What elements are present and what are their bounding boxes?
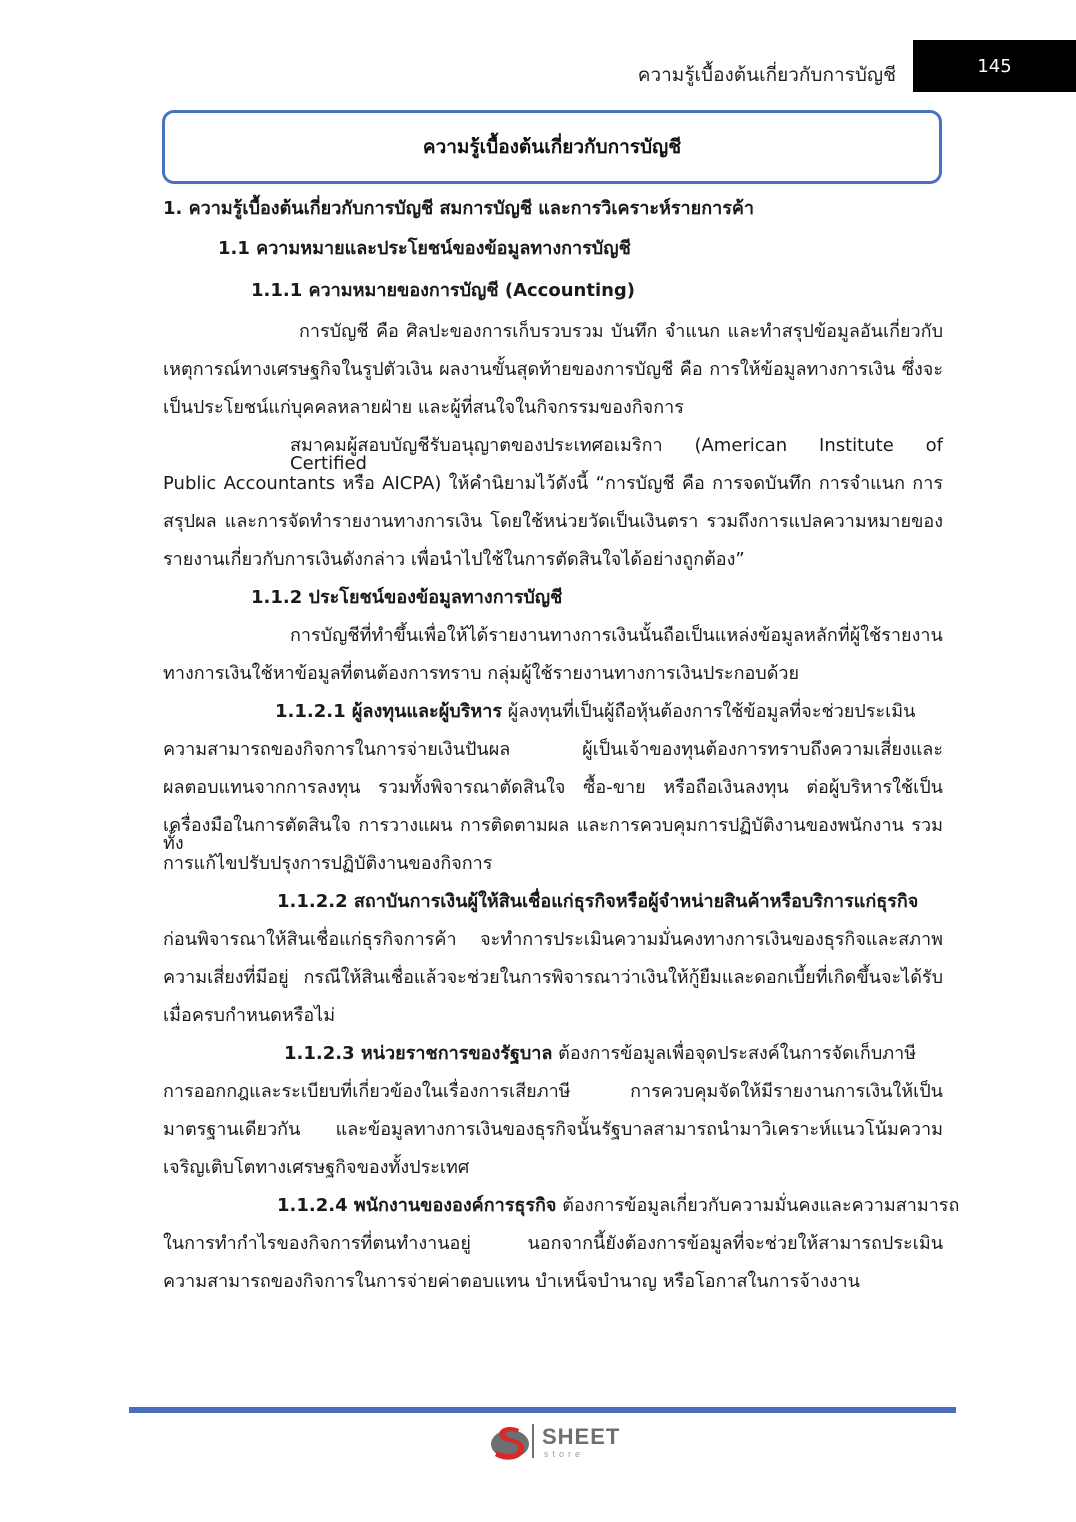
list-item-label: 1.1.2.1 ผู้ลงทุนและผู้บริหาร xyxy=(275,701,502,722)
paragraph-line: การแก้ไขปรับปรุงการปฏิบัติงานของกิจการ xyxy=(163,853,493,874)
heading-section-1: 1. ความรู้เบื้องต้นเกี่ยวกับการบัญชี สมการบัญชี และการวิเคราะห์รายการค้า xyxy=(163,198,755,219)
paragraph-line: ในการทำกำไรของกิจการที่ตนทำงานอยู่ นอกจากนี้ยังต้องการข้อมูลที่จะช่วยให้สามารถประเมิน xyxy=(163,1233,943,1254)
page-number: 145 xyxy=(913,40,1076,92)
heading-1-1-2: 1.1.2 ประโยชน์ของข้อมูลทางการบัญชี xyxy=(251,587,563,608)
paragraph-line: ทางการเงินใช้หาข้อมูลที่ตนต้องการทราบ กลุ่มผู้ใช้รายงานทางการเงินประกอบด้วย xyxy=(163,663,800,684)
list-item-text: ผู้ลงทุนที่เป็นผู้ถือหุ้นต้องการใช้ข้อมูลที่จะช่วยประเมิน xyxy=(502,701,916,722)
paragraph-line: เจริญเติบโตทางเศรษฐกิจของทั้งประเทศ xyxy=(163,1157,470,1178)
running-header-title: ความรู้เบื้องต้นเกี่ยวกับการบัญชี xyxy=(637,64,896,86)
paragraph-line: สมาคมผู้สอบบัญชีรับอนุญาตของประเทศอเมริกา (American Institute of Certified xyxy=(290,435,943,474)
paragraph-line: เครื่องมือในการตัดสินใจ การวางแผน การติดตามผล และการควบคุมการปฏิบัติงานของพนักงาน รวมทั้ง xyxy=(163,815,943,854)
heading-1-1-1: 1.1.1 ความหมายของการบัญชี (Accounting) xyxy=(251,280,636,301)
chapter-title-box: ความรู้เบื้องต้นเกี่ยวกับการบัญชี xyxy=(162,110,942,184)
sheet-store-logo xyxy=(488,1420,624,1464)
paragraph-line: เมื่อครบกำหนดหรือไม่ xyxy=(163,1005,336,1026)
paragraph-line: การบัญชี คือ ศิลปะของการเก็บรวบรวม บันทึก จำแนก และทำสรุปข้อมูลอันเกี่ยวกับ xyxy=(299,321,943,342)
paragraph-line: ความสามารถของกิจการในการจ่ายค่าตอบแทน บำเหน็จบำนาญ หรือโอกาสในการจ้างงาน xyxy=(163,1271,860,1292)
paragraph-line: เป็นประโยชน์แก่บุคคลหลายฝ่าย และผู้ที่สนใจในกิจกรรมของกิจการ xyxy=(163,397,684,418)
paragraph-line: ผลตอบแทนจากการลงทุน รวมทั้งพิจารณาตัดสินใจ ซื้อ-ขาย หรือถือเงินลงทุน ต่อผู้บริหารใช้เป็น xyxy=(163,777,943,798)
footer-rule xyxy=(129,1407,956,1413)
list-item-employees xyxy=(277,1197,959,1215)
paragraph-line: รายงานเกี่ยวกับการเงินดังกล่าว เพื่อนำไปใช้ในการตัดสินใจได้อย่างถูกต้อง” xyxy=(163,549,745,570)
paragraph-line: การออกกฎและระเบียบที่เกี่ยวข้องในเรื่องการเสียภาษี การควบคุมจัดให้มีรายงานการเงินให้เป็น xyxy=(163,1081,943,1102)
list-item-investors xyxy=(275,703,943,721)
paragraph-line: การบัญชีที่ทำขึ้นเพื่อให้ได้รายงานทางการเงินนั้นถือเป็นแหล่งข้อมูลหลักที่ผู้ใช้รายงาน xyxy=(290,625,943,646)
sheet-store-s-icon xyxy=(488,1420,536,1464)
list-item-lenders-label: 1.1.2.2 สถาบันการเงินผู้ให้สินเชื่อแก่ธุรกิจหรือผู้จำหน่ายสินค้าหรือบริการแก่ธุรกิจ xyxy=(277,891,919,912)
list-item-text: ต้องการข้อมูลเพื่อจุดประสงค์ในการจัดเก็บภาษี xyxy=(552,1043,917,1064)
list-item-government xyxy=(284,1045,916,1063)
list-item-text: ต้องการข้อมูลเกี่ยวกับความมั่นคงและความสามารถ xyxy=(556,1195,960,1216)
list-item-label: 1.1.2.4 พนักงานขององค์การธุรกิจ xyxy=(277,1195,557,1216)
paragraph-line: Public Accountants หรือ AICPA) ให้คำนิยามไว้ดังนี้ “การบัญชี คือ การจดบันทึก การจำแนก การ xyxy=(163,473,943,494)
logo-wordmark: SHEET xyxy=(542,1424,621,1449)
paragraph-line: สรุปผล และการจัดทำรายงานทางการเงิน โดยใช้หน่วยวัดเป็นเงินตรา รวมถึงการแปลความหมายของ xyxy=(163,511,943,532)
list-item-label: 1.1.2.3 หน่วยราชการของรัฐบาล xyxy=(284,1043,553,1064)
paragraph-line: ก่อนพิจารณาให้สินเชื่อแก่ธุรกิจการค้า จะทำการประเมินความมั่นคงทางการเงินของธุรกิจและสภาพ xyxy=(163,929,943,950)
heading-1-1: 1.1 ความหมายและประโยชน์ของข้อมูลทางการบัญชี xyxy=(218,238,631,259)
paragraph-line: ความสามารถของกิจการในการจ่ายเงินปันผล ผู้เป็นเจ้าของทุนต้องการทราบถึงความเสี่ยงและ xyxy=(163,739,943,760)
paragraph-line: มาตรฐานเดียวกัน และข้อมูลทางการเงินของธุรกิจนั้นรัฐบาลสามารถนำมาวิเคราะห์แนวโน้มความ xyxy=(163,1119,943,1140)
logo-subtext: store xyxy=(544,1449,585,1459)
paragraph-line: เหตุการณ์ทางเศรษฐกิจในรูปตัวเงิน ผลงานขั้นสุดท้ายของการบัญชี คือ การให้ข้อมูลทางการเงิน ซึ่งจะ xyxy=(163,359,943,380)
paragraph-line: ความเสี่ยงที่มีอยู่ กรณีให้สินเชื่อแล้วจะช่วยในการพิจารณาว่าเงินให้กู้ยืมและดอกเบี้ยที่เกิดขึ้นจะได้รับ xyxy=(163,967,943,988)
